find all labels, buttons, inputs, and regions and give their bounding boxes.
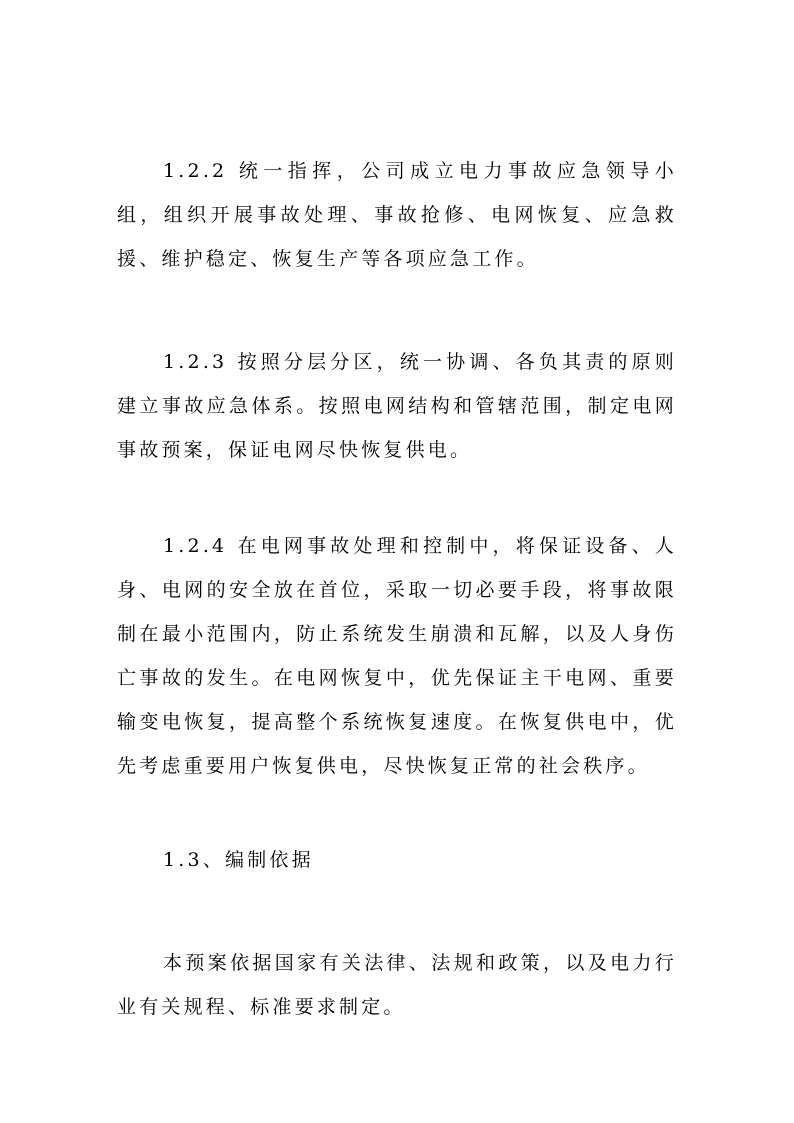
paragraph-1-2-3: 1.2.3 按照分层分区，统一协调、各负其责的原则建立事故应急体系。按照电网结构和管辖范围，制定电网事故预案，保证电网尽快恢复供电。 <box>117 351 677 461</box>
paragraph-basis: 本预案依据国家有关法律、法规和政策，以及电力行业有关规程、标准要求制定。 <box>117 952 677 1018</box>
paragraph-1-2-4: 1.2.4 在电网事故处理和控制中，将保证设备、人身、电网的安全放在首位，采取一切必要手段，将事故限制在最小范围内，防止系统发生崩溃和瓦解，以及人身伤亡事故的发生。在电网恢复中，优先保证主干电网、重要输变电恢复，提高整个系统恢复速度。在恢复供电中，优先考虑重要用户恢复供电，尽快恢复正常的社会秩序。 <box>117 535 677 777</box>
paragraph-1-2-2: 1.2.2 统一指挥，公司成立电力事故应急领导小组，组织开展事故处理、事故抢修、电网恢复、应急救援、维护稳定、恢复生产等各项应急工作。 <box>117 160 677 270</box>
section-heading-1-3: 1.3、编制依据 <box>163 849 314 871</box>
